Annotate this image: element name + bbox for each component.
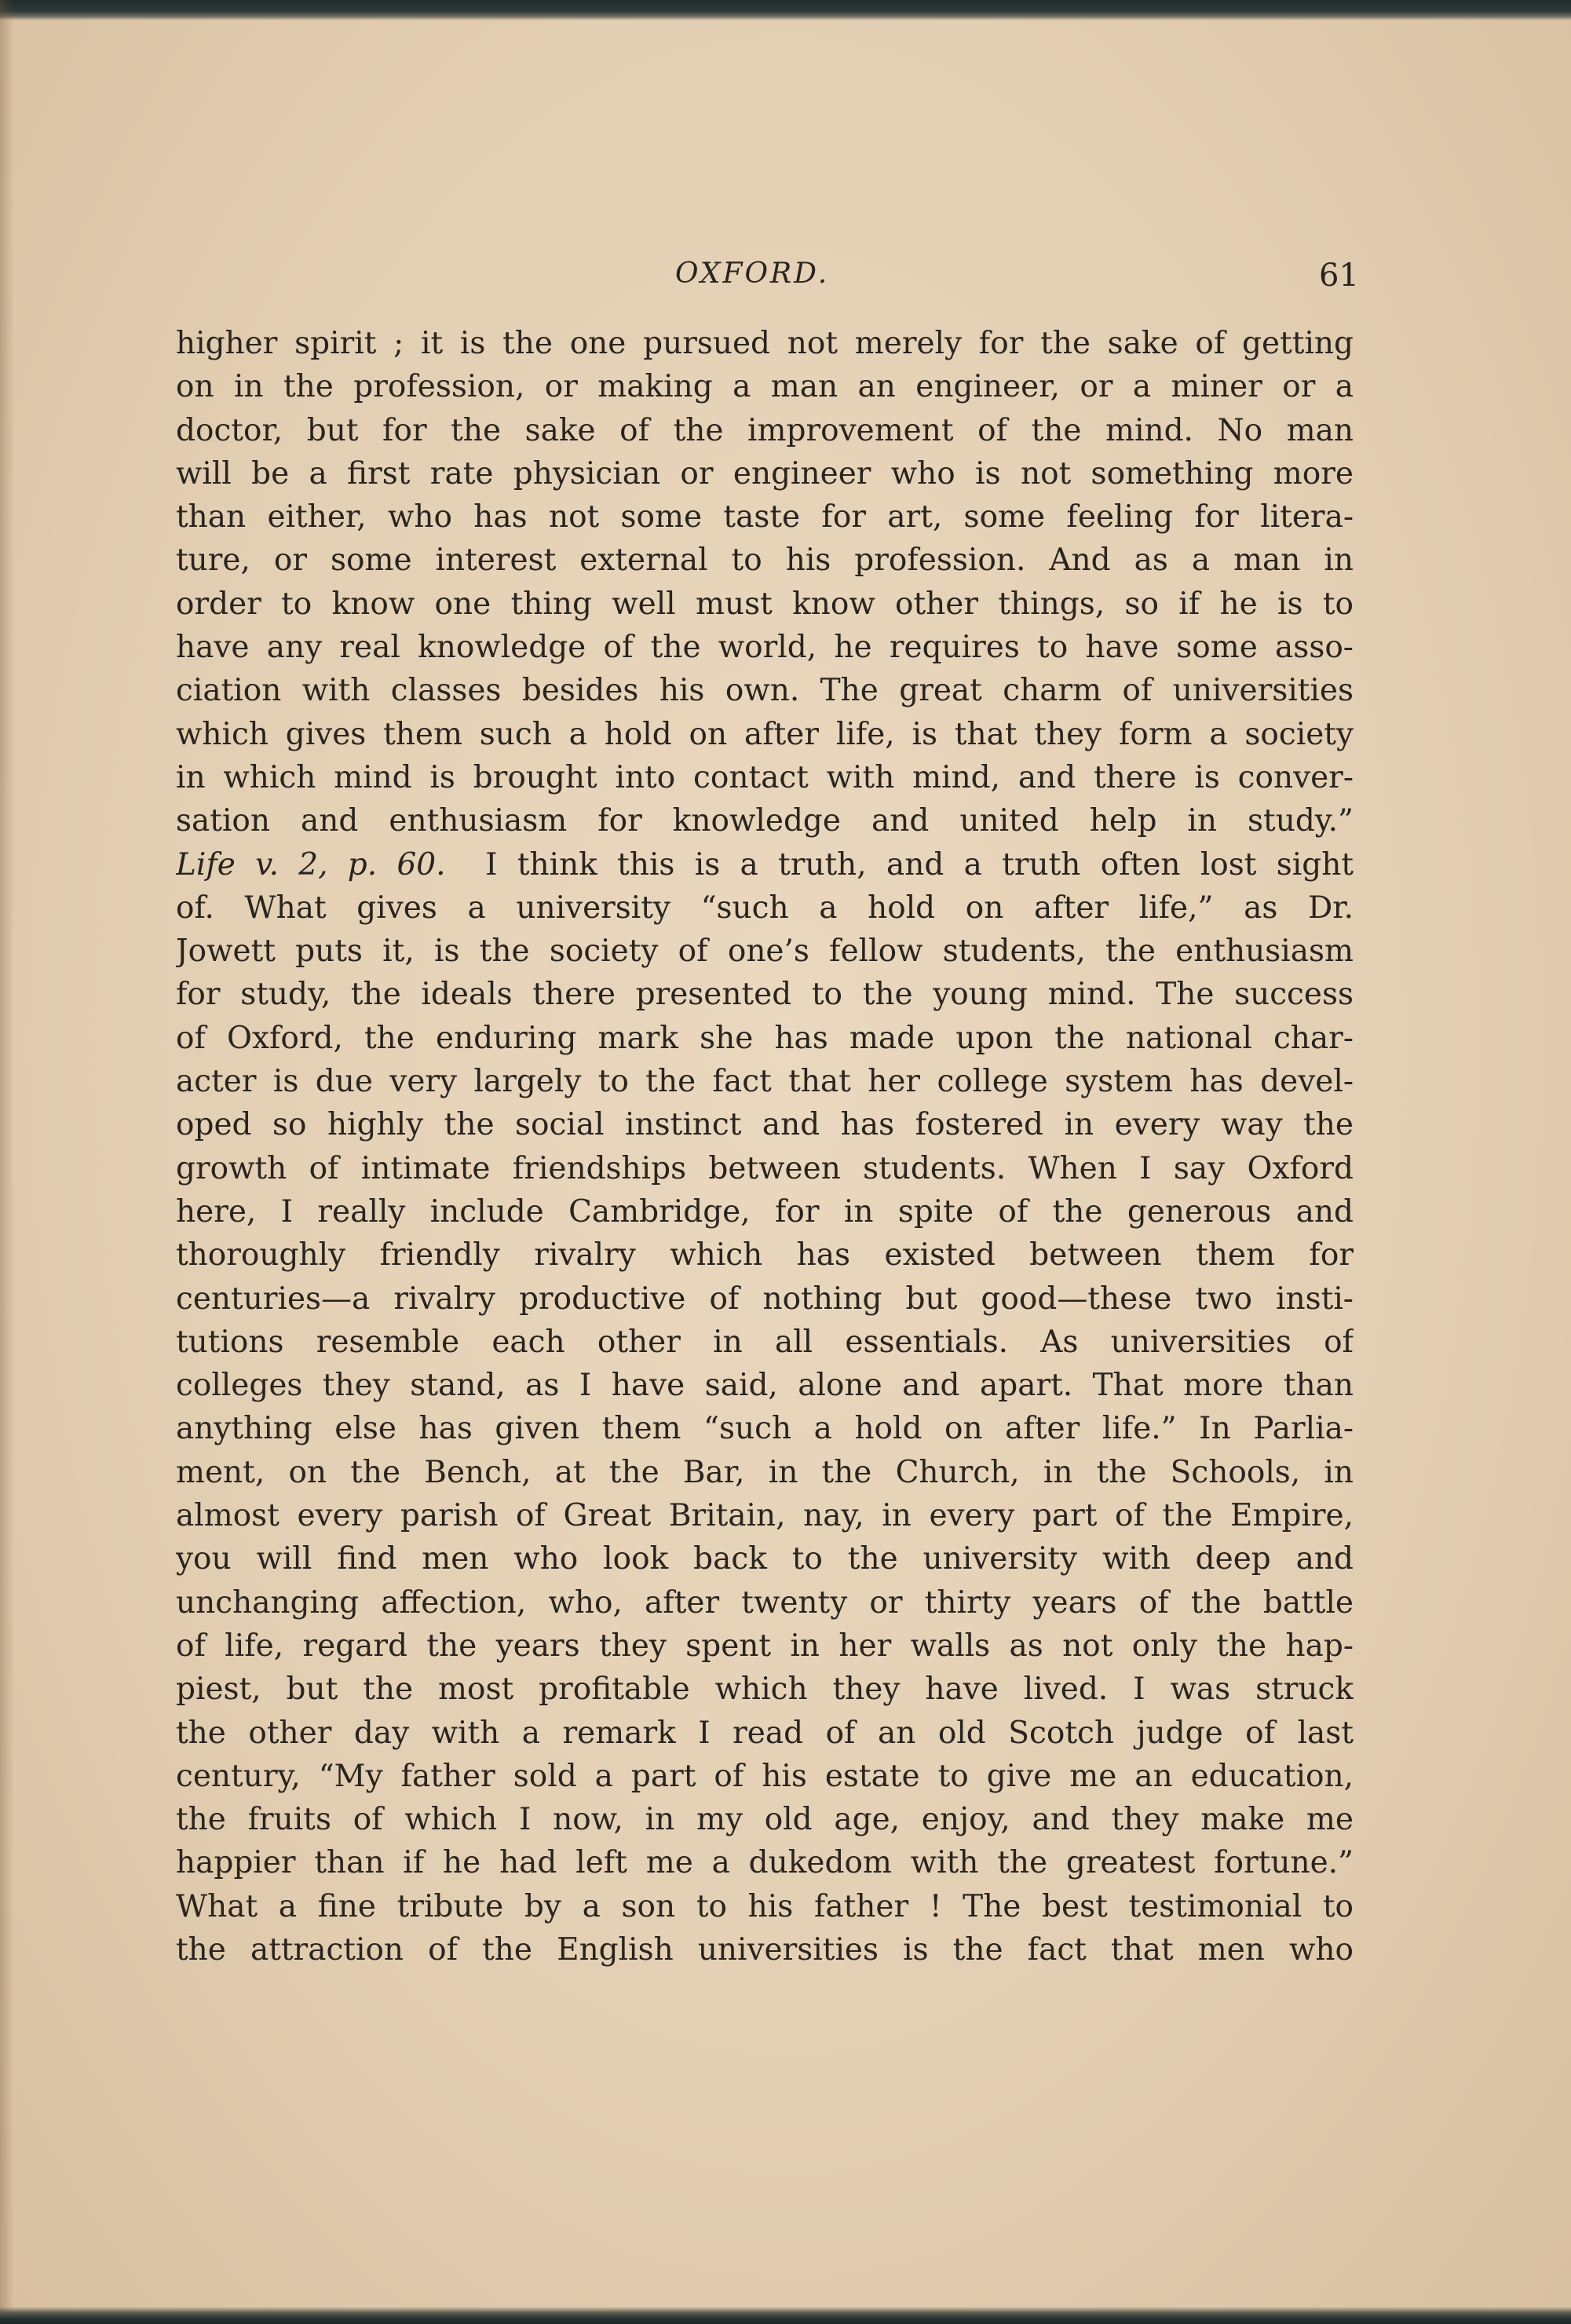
text-line: Jowett puts it, is the society of one’s fellow students, the enthusiasm xyxy=(176,934,1354,970)
text-line: ment, on the Bench, at the Bar, in the Church, in the Schools, in xyxy=(176,1454,1354,1490)
text-line-with-citation xyxy=(176,843,1354,886)
text-line: almost every parish of Great Britain, nay, in every part of the Empire, xyxy=(176,1498,1354,1534)
text-line: growth of intimate friendships between students. When I say Oxford xyxy=(176,1150,1354,1186)
text-line: oped so highly the social instinct and has fostered in every way the xyxy=(176,1107,1354,1143)
page-top-edge xyxy=(0,0,1571,20)
body-text xyxy=(176,322,1354,1971)
text-line: than either, who has not some taste for art, some feeling for litera- xyxy=(176,499,1354,535)
text-line: which gives them such a hold on after life, is that they form a society xyxy=(176,716,1354,752)
text-line: in which mind is brought into contact with mind, and there is conver- xyxy=(176,759,1354,795)
text-line: will be a first rate physician or engineer who is not something more xyxy=(176,455,1354,491)
text-line-rest: I think this is a truth, and a truth often lost sight xyxy=(485,846,1354,882)
text-line: on in the profession, or making a man an engineer, or a miner or a xyxy=(176,369,1354,405)
text-line: anything else has given them “such a hold on after life.” In Parlia- xyxy=(176,1411,1354,1447)
text-line: have any real knowledge of the world, he requires to have some asso- xyxy=(176,630,1354,666)
text-line: tutions resemble each other in all essentials. As universities of xyxy=(176,1324,1354,1360)
text-line: the fruits of which I now, in my old age, enjoy, and they make me xyxy=(176,1802,1354,1838)
text-line: here, I really include Cambridge, for in spite of the generous and xyxy=(176,1193,1354,1230)
running-header xyxy=(0,251,1571,298)
text-line: thoroughly friendly rivalry which has existed between them for xyxy=(176,1237,1354,1273)
text-line: of. What gives a university “such a hold on after life,” as Dr. xyxy=(176,890,1354,926)
running-title: OXFORD. xyxy=(675,258,830,290)
text-line: ciation with classes besides his own. The great charm of universities xyxy=(176,673,1354,709)
text-line: of Oxford, the enduring mark she has made upon the national char- xyxy=(176,1020,1354,1056)
page-left-shadow xyxy=(0,0,14,2324)
text-line: happier than if he had left me a dukedom with the greatest fortune.” xyxy=(176,1845,1354,1881)
text-line: century, “My father sold a part of his estate to give me an education, xyxy=(176,1758,1354,1794)
text-line: the attraction of the English universities is the fact that men who xyxy=(176,1931,1354,1968)
page-number: 61 xyxy=(1319,258,1359,294)
text-line: higher spirit ; it is the one pursued not merely for the sake of getting xyxy=(176,326,1354,361)
text-line: of life, regard the years they spent in her walls as not only the hap- xyxy=(176,1628,1354,1664)
text-line: acter is due very largely to the fact that her college system has devel- xyxy=(176,1064,1354,1100)
text-line: What a fine tribute by a son to his father ! The best testimonial to xyxy=(176,1888,1354,1924)
text-line: the other day with a remark I read of an old Scotch judge of last xyxy=(176,1715,1354,1751)
page-bottom-edge xyxy=(0,2307,1571,2324)
text-line: piest, but the most profitable which they have lived. I was struck xyxy=(176,1672,1354,1708)
text-line: colleges they stand, as I have said, alone and apart. That more than xyxy=(176,1368,1354,1404)
text-line: unchanging affection, who, after twenty or thirty years of the battle xyxy=(176,1584,1354,1621)
citation: Life v. 2, p. 60. xyxy=(176,846,446,882)
text-line: for study, the ideals there presented to the young mind. The success xyxy=(176,977,1354,1013)
text-line: centuries—a rivalry productive of nothing but good—these two insti- xyxy=(176,1281,1354,1317)
text-line: doctor, but for the sake of the improvement of the mind. No man xyxy=(176,412,1354,448)
text-line: you will find men who look back to the university with deep and xyxy=(176,1541,1354,1577)
text-line: order to know one thing well must know other things, so if he is to xyxy=(176,586,1354,622)
text-line: ture, or some interest external to his profession. And as a man in xyxy=(176,543,1354,579)
text-line: sation and enthusiasm for knowledge and united help in study.” xyxy=(176,803,1354,839)
